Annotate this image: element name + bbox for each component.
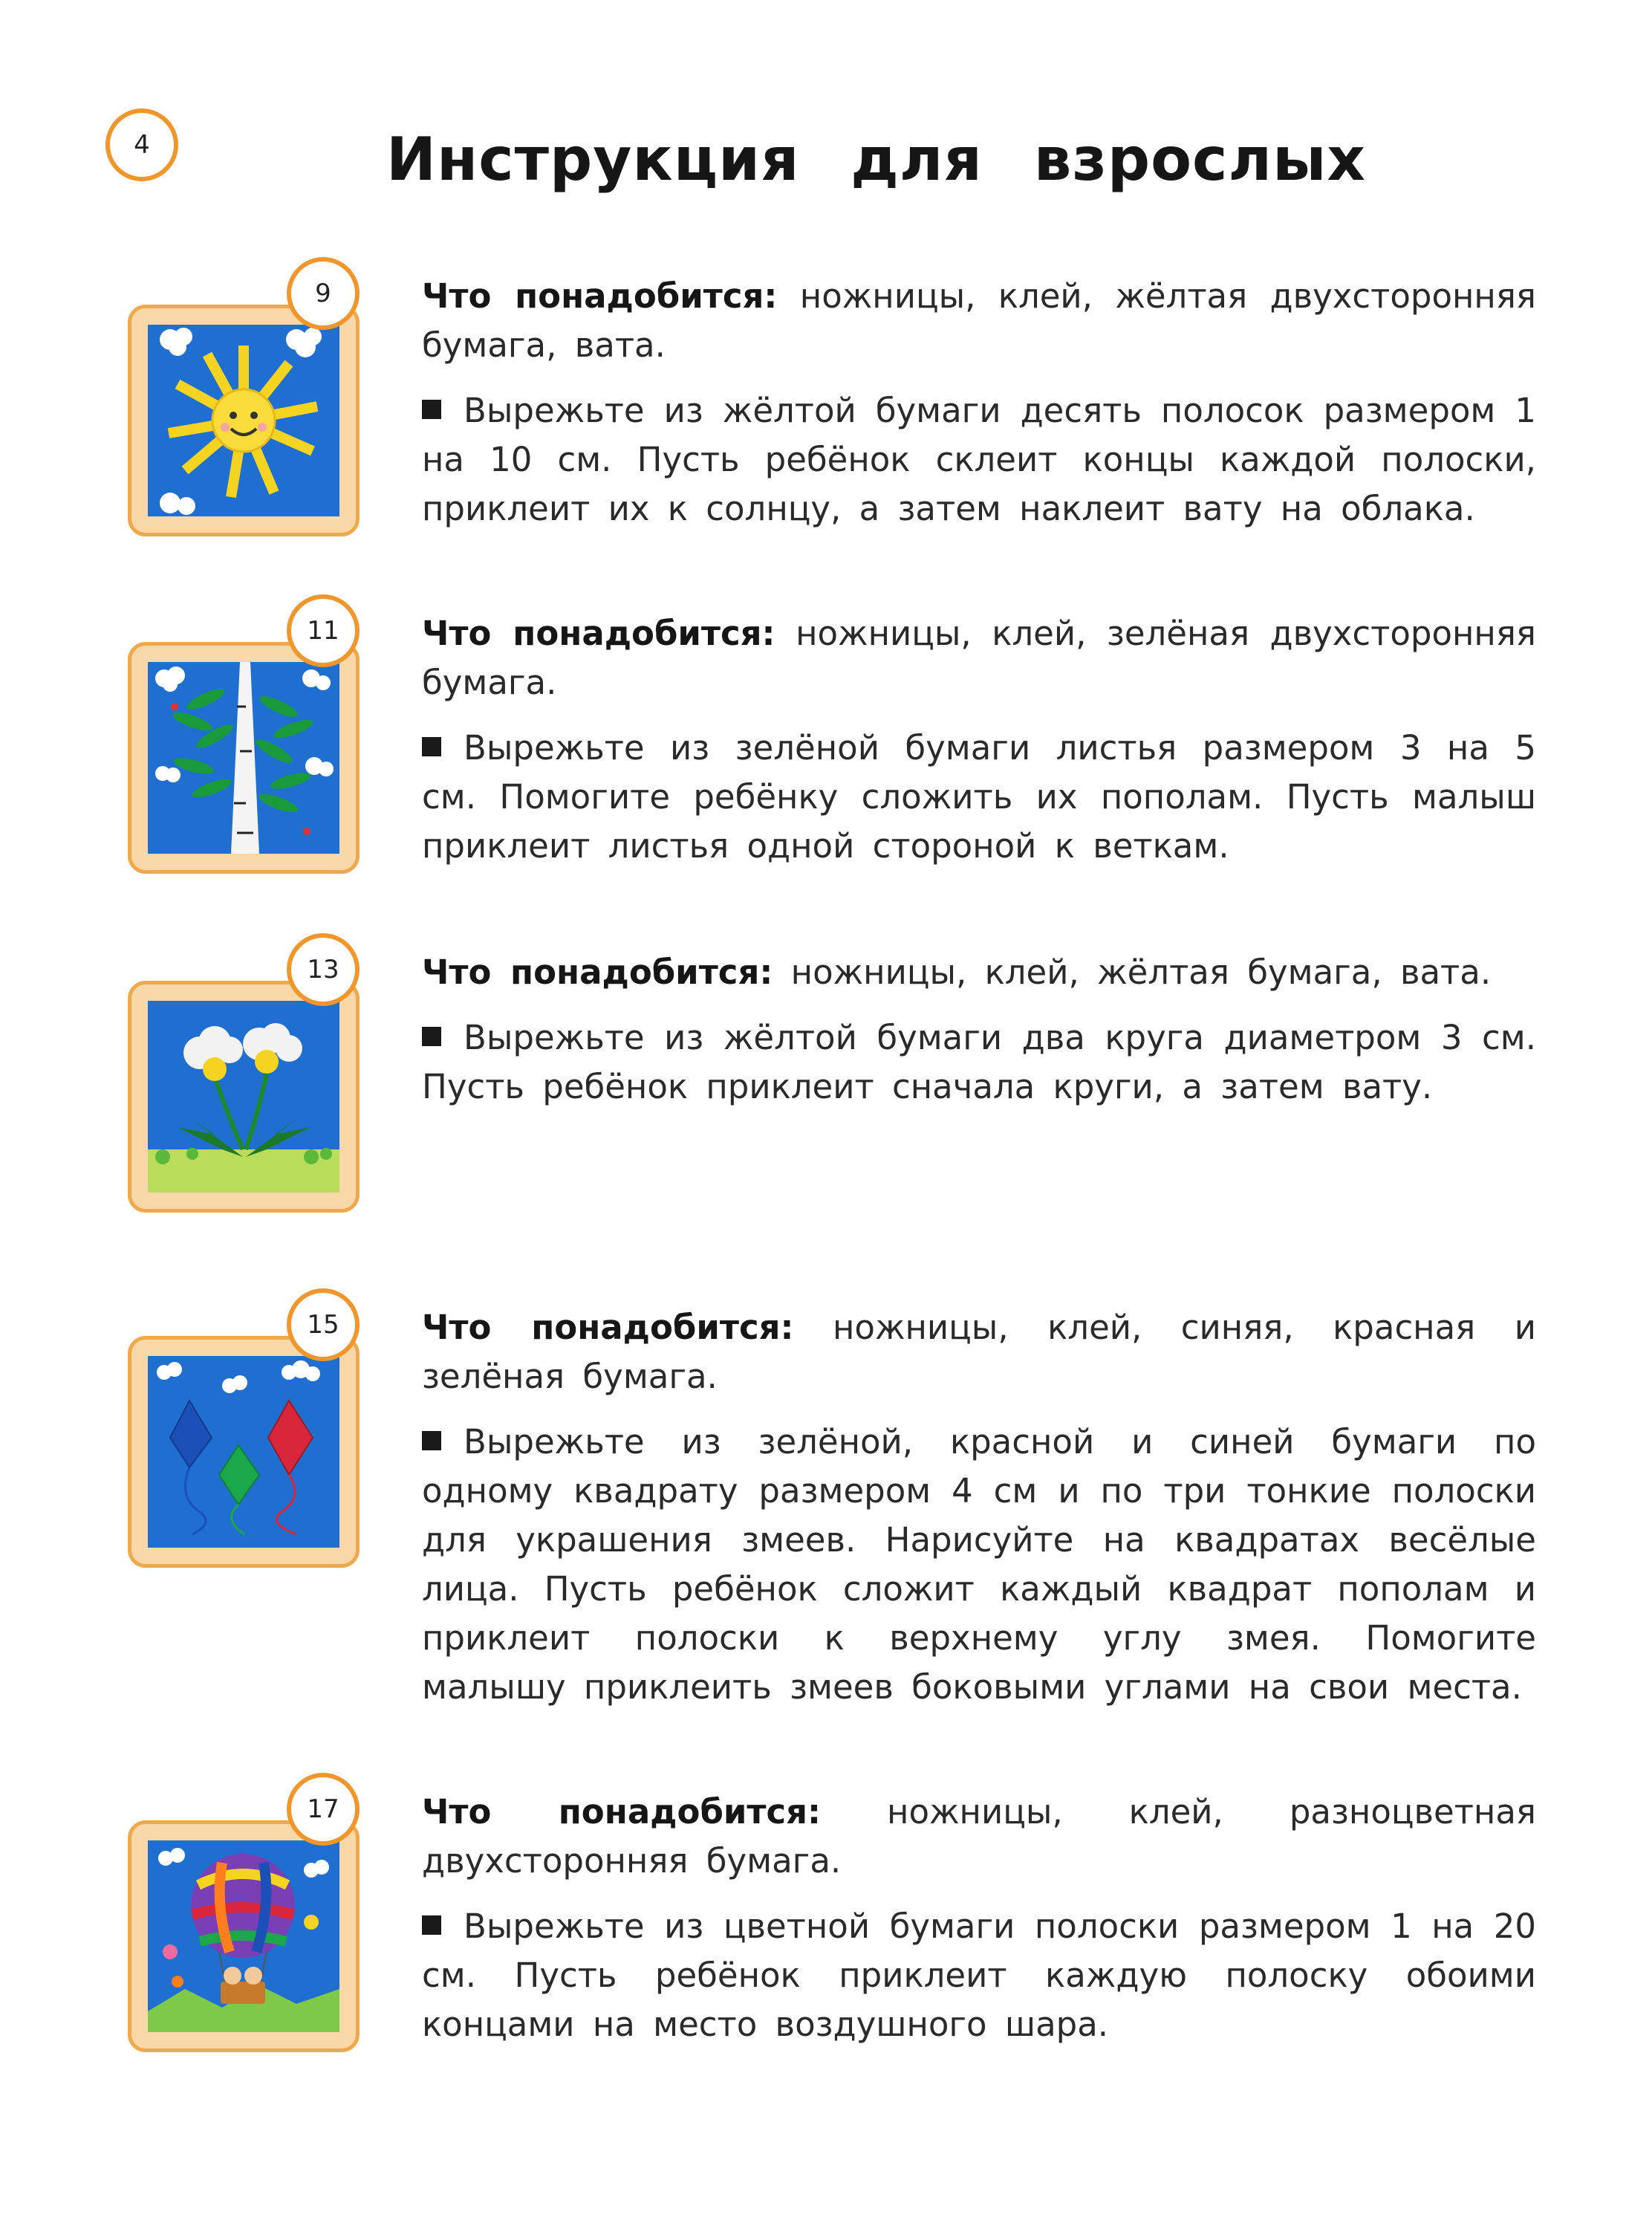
bullet-square [422,737,441,756]
needs-list: ножницы, клей, разноцветная двухсторонняя бумага. [422,1792,1536,1881]
bullet-square [422,1027,441,1046]
page-title: Инструкция для взрослых [386,125,1367,194]
page-reference-badge: 13 [287,933,360,1006]
needs-label: Что понадобится: [422,614,775,653]
needs-label: Что понадобится: [422,953,773,992]
entry-text [422,1788,1536,2066]
page-reference-badge: 17 [287,1773,360,1846]
bullet-square [422,1431,441,1450]
needs-list: ножницы, клей, жёлтая двухсторонняя бумага, вата. [422,276,1536,365]
bullet-square [422,1915,441,1935]
sun-illustration [148,325,339,516]
balloon-craft-image [128,1820,360,2052]
page-reference-badge: 11 [287,594,360,667]
kites-illustration [148,1356,339,1548]
balloon-illustration [148,1840,339,2032]
page-reference-badge: 9 [287,257,360,330]
kites-craft-image [128,1336,360,1568]
page-number: 4 [105,108,178,181]
needs-label: Что понадобится: [422,1308,794,1347]
needs-label: Что понадобится: [422,1792,822,1831]
needs-list: ножницы, клей, зелёная двухсторонняя бумага. [422,614,1536,702]
bullet-square [422,400,441,419]
entry-text [422,948,1536,1128]
birch-tree-craft-image [128,642,360,874]
sun-craft-image [128,305,360,536]
dandelion-illustration [148,1001,339,1193]
instruction-text: Вырежьте из зелёной, красной и синей бумаги по одному квадрату размером 4 см и по три тонкие полоски для украшения змеев. Нарисуйте на квадратах весёлые лица. Пусть ребёнок сложит каждый квадрат пополам и приклеит полоски к верхнему углу змея. Помогите малышу приклеить змеев боковыми углами на свои места. [422,1422,1536,1707]
instruction-text: Вырежьте из цветной бумаги полоски размером 1 на 20 см. Пусть ребёнок приклеит каждую полоску обоими концами на место воздушного шара. [422,1907,1536,2044]
instruction-text: Вырежьте из зелёной бумаги листья размером 3 на 5 см. Помогите ребёнку сложить их пополам. Пусть малыш приклеит листья одной стороной к веткам. [422,728,1536,866]
page-reference-badge: 15 [287,1288,360,1361]
dandelion-craft-image [128,981,360,1213]
entry-text [422,272,1536,550]
needs-label: Что понадобится: [422,276,778,316]
needs-list: ножницы, клей, синяя, красная и зелёная бумага. [422,1308,1536,1396]
birch-illustration [148,662,339,854]
instruction-text: Вырежьте из жёлтой бумаги десять полосок размером 1 на 10 см. Пусть ребёнок склеит концы каждой полоски, приклеит их к солнцу, а затем наклеит вату на облака. [422,391,1536,528]
entry-text [422,609,1536,887]
needs-list: ножницы, клей, жёлтая бумага, вата. [790,953,1492,992]
entry-text [422,1303,1536,1728]
instruction-text: Вырежьте из жёлтой бумаги два круга диаметром 3 см. Пусть ребёнок приклеит сначала круги, а затем вату. [422,1018,1536,1106]
